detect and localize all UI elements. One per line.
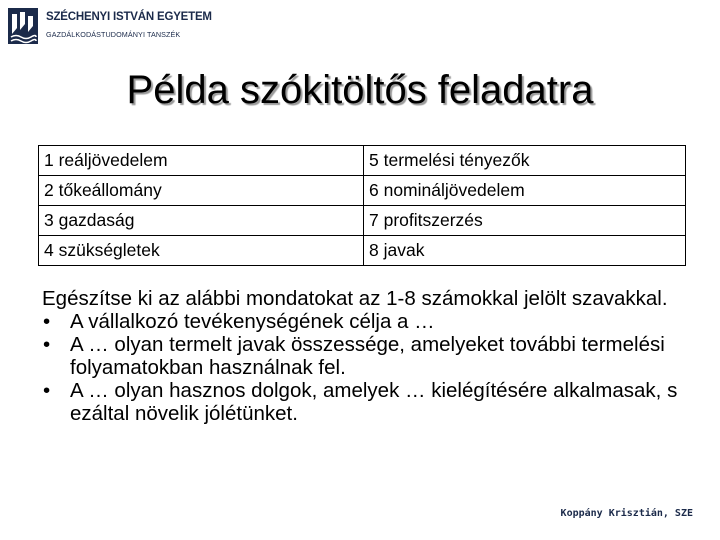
table-cell: 2 tőkeállomány bbox=[39, 176, 364, 206]
footer-author: Koppány Krisztián, SZE bbox=[560, 508, 693, 519]
table-cell: 3 gazdaság bbox=[39, 206, 364, 236]
table-row bbox=[39, 206, 686, 236]
table-row bbox=[39, 176, 686, 206]
table-cell: 1 reáljövedelem bbox=[39, 146, 364, 176]
table-cell: 8 javak bbox=[364, 236, 686, 266]
department-name: GAZDÁLKODÁSTUDOMÁNYI TANSZÉK bbox=[46, 30, 181, 39]
bullet-icon: • bbox=[43, 379, 51, 402]
table-cell: 6 nomináljövedelem bbox=[364, 176, 686, 206]
table-cell: 7 profitszerzés bbox=[364, 206, 686, 236]
list-item bbox=[42, 379, 692, 425]
bullet-icon: • bbox=[43, 333, 51, 356]
slide-body bbox=[42, 287, 692, 425]
list-item-text: A … olyan hasznos dolgok, amelyek … kielégítésére alkalmasak, s ezáltal növelik jólétünket. bbox=[70, 379, 678, 425]
university-name: SZÉCHENYI ISTVÁN EGYETEM bbox=[46, 11, 212, 23]
table-cell: 4 szükségletek bbox=[39, 236, 364, 266]
list-item bbox=[42, 310, 692, 333]
bullet-icon: • bbox=[43, 310, 51, 333]
instruction-text: Egészítse ki az alábbi mondatokat az 1-8 számokkal jelölt szavakkal. bbox=[42, 287, 668, 310]
list-item-text: A … olyan termelt javak összessége, amelyeket további termelési folyamatokban használnak fel. bbox=[70, 333, 665, 379]
terms-table bbox=[38, 145, 686, 266]
university-logo-icon bbox=[8, 8, 38, 44]
list-item-text: A vállalkozó tevékenységének célja a … bbox=[70, 310, 435, 333]
university-logo bbox=[8, 8, 212, 46]
table-row bbox=[39, 236, 686, 266]
table-row bbox=[39, 146, 686, 176]
table-cell: 5 termelési tényezők bbox=[364, 146, 686, 176]
list-item bbox=[42, 333, 692, 379]
slide-title: Példa szókitöltős feladatra bbox=[126, 68, 594, 112]
